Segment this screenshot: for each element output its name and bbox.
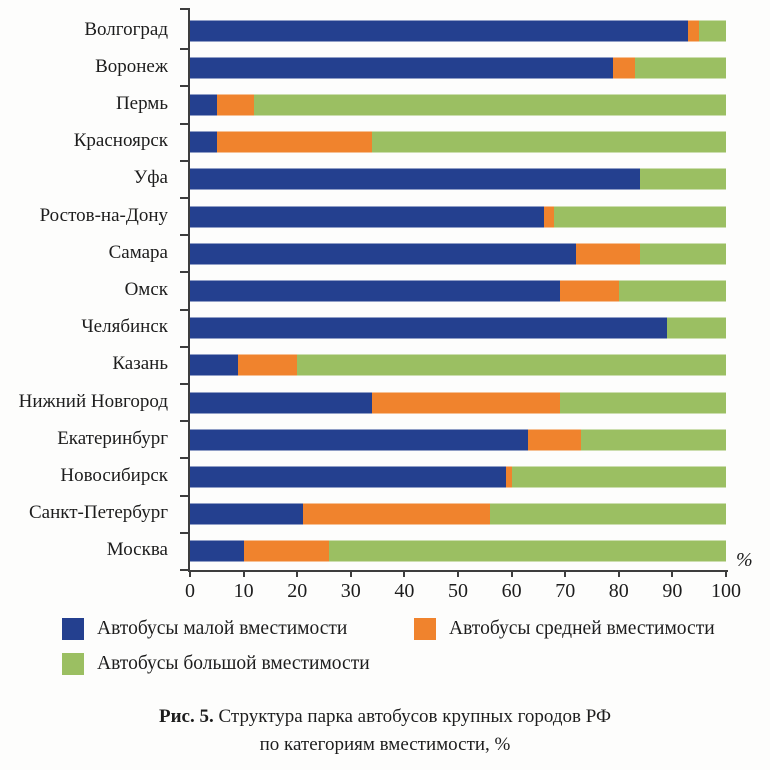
x-axis-tick xyxy=(618,570,620,577)
caption-line-1 xyxy=(0,703,770,731)
x-axis-tick-label: 0 xyxy=(185,580,195,602)
stacked-bar xyxy=(190,132,726,153)
legend-label: Автобусы большой вместимости xyxy=(97,653,370,674)
chart-plot-area xyxy=(190,12,726,570)
legend-item xyxy=(62,653,414,675)
figure-caption xyxy=(0,703,770,758)
bar-row xyxy=(190,421,726,458)
x-axis-tick xyxy=(511,570,513,577)
x-axis-unit-label: % xyxy=(736,549,753,571)
y-axis-tick xyxy=(180,234,188,236)
y-axis-tick xyxy=(180,457,188,459)
bar-segment xyxy=(297,355,726,376)
x-axis-tick-label: 10 xyxy=(233,580,254,602)
legend-label: Автобусы средней вместимости xyxy=(449,618,715,639)
bar-row xyxy=(190,458,726,495)
x-axis-tick xyxy=(457,570,459,577)
bar-segment xyxy=(560,392,726,413)
bar-segment xyxy=(528,429,582,450)
bar-segment xyxy=(635,57,726,78)
y-axis-tick xyxy=(180,160,188,162)
bar-segment xyxy=(613,57,634,78)
legend xyxy=(62,618,766,675)
bar-row xyxy=(190,310,726,347)
y-axis-tick xyxy=(180,569,188,571)
y-axis-tick xyxy=(180,420,188,422)
bar-segment xyxy=(238,355,297,376)
y-axis-tick xyxy=(180,8,188,10)
x-axis-tick xyxy=(564,570,566,577)
category-label: Челябинск xyxy=(81,316,168,338)
bar-segment xyxy=(190,466,506,487)
x-axis-tick xyxy=(403,570,405,577)
caption-title-text: Структура парка автобусов крупных городов РФ xyxy=(213,706,611,727)
category-label: Новосибирск xyxy=(60,465,168,486)
legend-swatch xyxy=(62,618,84,640)
y-axis-tick xyxy=(180,123,188,125)
bar-segment xyxy=(576,243,640,264)
bar-segment xyxy=(190,392,372,413)
stacked-bar xyxy=(190,57,726,78)
bar-segment xyxy=(581,429,726,450)
bar-segment xyxy=(190,318,667,339)
stacked-bar xyxy=(190,355,726,376)
bar-segment xyxy=(512,466,726,487)
x-axis-tick-label: 20 xyxy=(287,580,308,602)
y-axis-tick xyxy=(180,48,188,50)
stacked-bar xyxy=(190,504,726,525)
y-axis-tick xyxy=(180,197,188,199)
category-label: Пермь xyxy=(115,92,168,114)
bar-row xyxy=(190,496,726,533)
stacked-bar xyxy=(190,392,726,413)
x-axis-tick xyxy=(243,570,245,577)
bar-segment xyxy=(190,280,560,301)
bar-segment xyxy=(619,280,726,301)
bar-segment xyxy=(190,132,217,153)
bar-row xyxy=(190,235,726,272)
stacked-bar xyxy=(190,94,726,115)
bar-segment xyxy=(190,206,544,227)
bar-row xyxy=(190,49,726,86)
bar-segment xyxy=(244,541,330,562)
bar-row xyxy=(190,161,726,198)
category-label: Воронеж xyxy=(95,55,168,77)
legend-swatch xyxy=(414,618,436,640)
caption-line-2: по категориям вместимости, % xyxy=(259,733,511,755)
bar-segment xyxy=(699,20,726,41)
bar-segment xyxy=(190,243,576,264)
bar-segment xyxy=(640,243,726,264)
caption-figure-number: Рис. 5. xyxy=(159,706,214,727)
stacked-bar xyxy=(190,206,726,227)
bar-row xyxy=(190,272,726,309)
bar-row xyxy=(190,124,726,161)
bar-segment xyxy=(490,504,726,525)
bar-segment xyxy=(303,504,491,525)
legend-swatch xyxy=(62,653,84,675)
bar-segment xyxy=(217,132,372,153)
x-axis-tick-label: 80 xyxy=(608,580,629,602)
bar-segment xyxy=(254,94,726,115)
y-axis-tick xyxy=(180,85,188,87)
category-label: Москва xyxy=(106,539,168,561)
category-label: Самара xyxy=(108,241,168,263)
bar-segment xyxy=(190,57,613,78)
bar-segment xyxy=(217,94,255,115)
stacked-bar xyxy=(190,280,726,301)
bar-segment xyxy=(190,429,528,450)
x-axis-tick-label: 100 xyxy=(711,580,741,602)
bar-row xyxy=(190,12,726,49)
y-axis-tick xyxy=(180,383,188,385)
legend-label: Автобусы малой вместимости xyxy=(97,618,348,639)
y-axis-tick xyxy=(180,532,188,534)
bar-segment xyxy=(667,318,726,339)
y-axis-tick xyxy=(180,271,188,273)
x-axis-tick-label: 60 xyxy=(501,580,522,602)
category-label: Нижний Новгород xyxy=(18,390,168,412)
category-axis-labels xyxy=(0,12,178,570)
bar-segment xyxy=(554,206,726,227)
bar-segment xyxy=(640,169,726,190)
stacked-bar xyxy=(190,466,726,487)
x-axis-tick-label: 50 xyxy=(448,580,468,602)
bar-row xyxy=(190,533,726,570)
category-label: Санкт-Петербург xyxy=(28,502,168,524)
x-axis-tick xyxy=(296,570,298,577)
bar-row xyxy=(190,198,726,235)
bar-segment xyxy=(190,169,640,190)
bar-row xyxy=(190,86,726,123)
stacked-bar xyxy=(190,169,726,190)
category-label: Ростов-на-Дону xyxy=(39,204,168,226)
x-axis-tick xyxy=(350,570,352,577)
category-label: Казань xyxy=(112,353,168,375)
bar-segment xyxy=(190,20,688,41)
bar-row xyxy=(190,347,726,384)
bar-segment xyxy=(190,94,217,115)
x-axis-tick xyxy=(671,570,673,577)
stacked-bar xyxy=(190,318,726,339)
x-axis-tick-label: 70 xyxy=(555,580,576,602)
category-label: Омск xyxy=(124,279,168,300)
bar-segment xyxy=(560,280,619,301)
bar-segment xyxy=(190,504,303,525)
x-axis-tick xyxy=(725,570,727,577)
category-label: Красноярск xyxy=(73,130,168,152)
bar-segment xyxy=(329,541,726,562)
legend-item xyxy=(414,618,766,640)
y-axis-tick xyxy=(180,346,188,348)
category-label: Екатеринбург xyxy=(57,427,168,449)
bar-segment xyxy=(544,206,555,227)
legend-item xyxy=(62,618,414,640)
y-axis-tick xyxy=(180,309,188,311)
stacked-bar xyxy=(190,429,726,450)
stacked-bar xyxy=(190,20,726,41)
stacked-bar xyxy=(190,541,726,562)
category-label: Волгоград xyxy=(84,18,168,40)
bar-segment xyxy=(688,20,699,41)
bar-segment xyxy=(190,355,238,376)
stacked-bar xyxy=(190,243,726,264)
y-axis-tick xyxy=(180,495,188,497)
x-axis-tick xyxy=(189,570,191,577)
bar-row xyxy=(190,384,726,421)
x-axis-tick-label: 40 xyxy=(394,580,415,602)
bar-segment xyxy=(372,132,726,153)
bar-segment xyxy=(190,541,244,562)
x-axis-tick-label: 30 xyxy=(340,580,361,602)
category-label: Уфа xyxy=(133,167,168,189)
bar-segment xyxy=(372,392,560,413)
x-axis-tick-label: 90 xyxy=(662,580,683,602)
